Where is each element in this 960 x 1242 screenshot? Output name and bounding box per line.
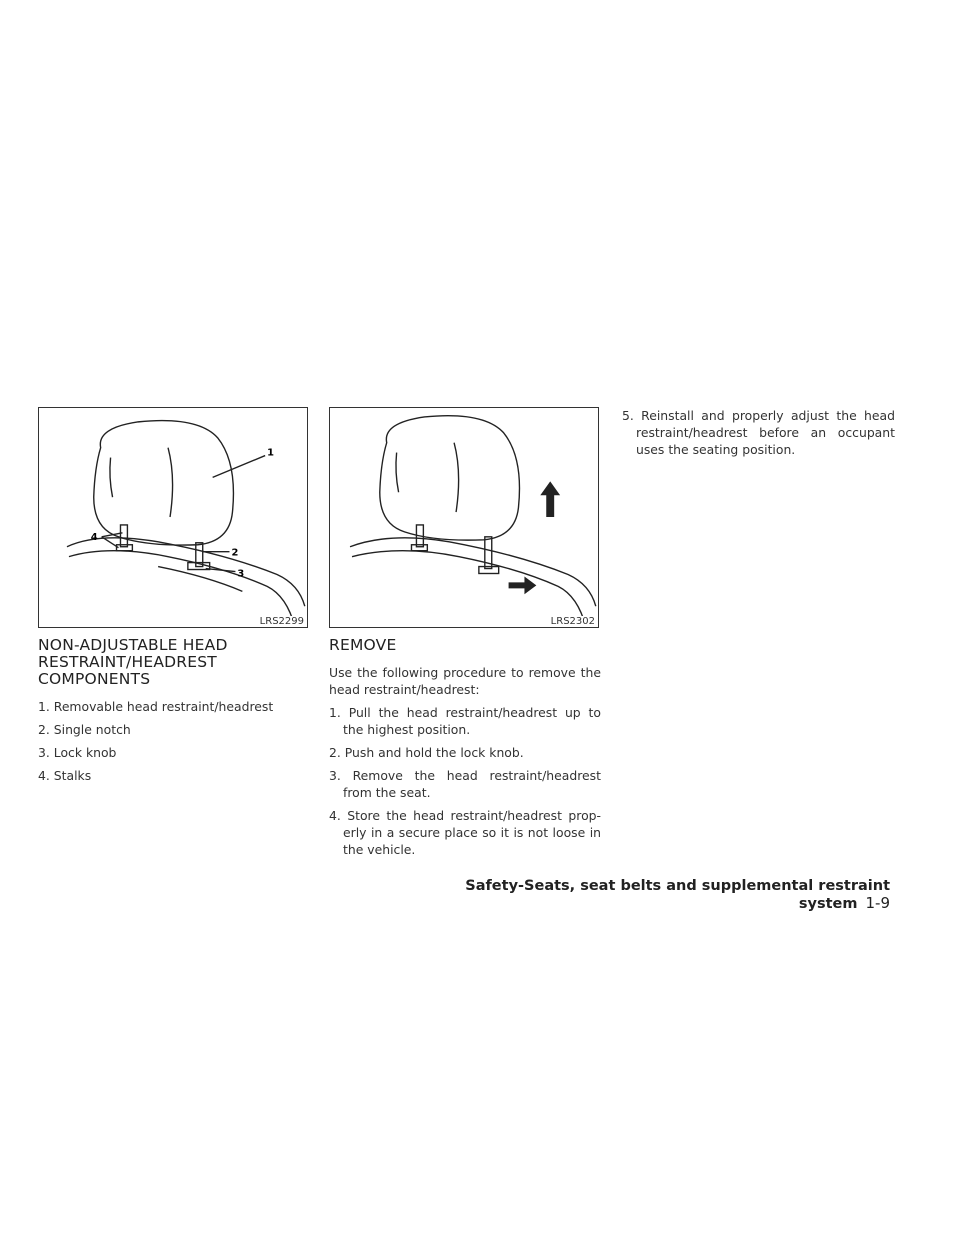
components-heading: NON-ADJUSTABLE HEAD RESTRAINT/HEADREST COMPONENTS: [38, 636, 228, 688]
list-item: 1. Pull the head restraint/headrest up to the highest position.: [329, 705, 601, 737]
callout-2: 2: [231, 547, 239, 559]
list-item: 2. Single notch: [38, 722, 131, 737]
list-item: 4. Stalks: [38, 768, 92, 783]
section-title: Safety-Seats, seat belts and supplemental restraint system: [465, 878, 890, 912]
arrow-up-icon: [540, 481, 560, 517]
callout-4: 4: [90, 531, 98, 543]
figure-code: LRS2302: [550, 616, 595, 627]
list-item: 3. Lock knob: [38, 745, 117, 760]
headrest-remove-illustration: [330, 408, 598, 627]
figure-headrest-remove: [329, 407, 599, 628]
callout-3: 3: [237, 568, 245, 580]
headrest-components-illustration: [39, 408, 307, 627]
arrow-left-icon: [509, 576, 537, 594]
remove-section: [329, 637, 601, 864]
list-item: 4. Store the head restraint/headrest prop-erly in a secure place so it is not loose in the vehicle.: [329, 808, 601, 857]
remove-heading: REMOVE: [329, 636, 397, 654]
list-item: 1. Removable head restraint/headrest: [38, 699, 274, 714]
remove-intro: Use the following procedure to remove the head restraint/headrest:: [329, 665, 601, 697]
callout-1: 1: [267, 447, 275, 459]
components-section: [38, 637, 308, 790]
page-number: 1-9: [865, 894, 890, 912]
page-footer: [420, 878, 890, 912]
list-item: 5. Reinstall and properly adjust the head restraint/headrest before an occupant uses the seating position.: [622, 408, 895, 457]
reinstall-section: [622, 407, 895, 464]
list-item: 2. Push and hold the lock knob.: [329, 745, 524, 760]
list-item: 3. Remove the head restraint/headrest from the seat.: [329, 768, 601, 800]
figure-headrest-components: [38, 407, 308, 628]
figure-code: LRS2299: [259, 616, 304, 627]
